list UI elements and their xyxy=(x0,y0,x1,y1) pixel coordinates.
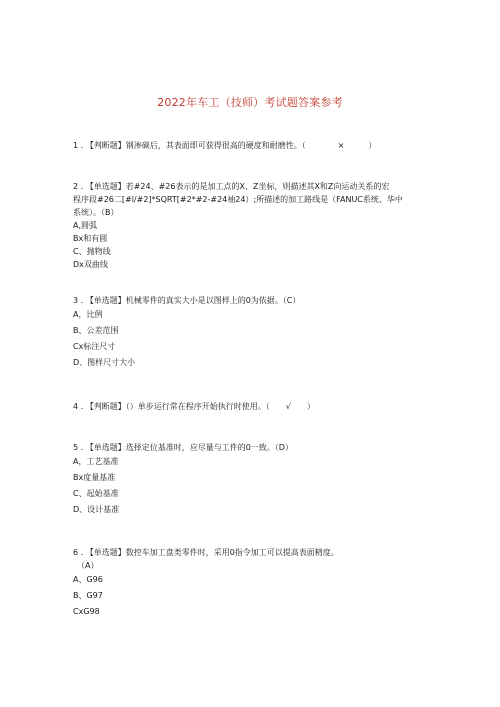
page-title: 2022年车工（技师）考试题答案参考 xyxy=(157,96,343,109)
question-6 xyxy=(73,546,433,620)
question-text: 3 . 【单选题】机械零件的真实大小是以图样上的0为依据。（C） xyxy=(73,296,301,305)
option: D、图样尺寸大小 xyxy=(73,358,136,367)
option: C、起始基准 xyxy=(73,489,119,498)
option: A，比例 xyxy=(73,310,103,319)
option: Bx度量基准 xyxy=(73,473,116,482)
option: Bx和有圆 xyxy=(73,234,108,243)
question-2 xyxy=(73,180,433,271)
question-text: 1 . 【判断题】钢渗碳后，其表面即可获得很高的硬度和耐磨性。（ × ） xyxy=(73,141,377,150)
option: A、G96 xyxy=(73,575,103,584)
option: A，工艺基准 xyxy=(73,457,119,466)
question-text: 6 . 【单选题】数控车加工盘类零件时，采用0指令加工可以提高表面精度。 xyxy=(73,548,339,557)
question-answer: （A） xyxy=(77,561,99,570)
question-text: 5 . 【单选题】选择定位基准时，应尽量与工件的0一致。（D） xyxy=(73,443,293,452)
option: B、公差范围 xyxy=(73,326,119,335)
option: D、设计基准 xyxy=(73,505,120,514)
question-text: 系统）。（B） xyxy=(73,208,119,217)
option: A,圆弧 xyxy=(73,221,98,230)
question-4 xyxy=(73,400,433,413)
option: C、抛物线 xyxy=(73,247,111,256)
option: Cx标注尺寸 xyxy=(73,342,116,351)
option: B、G97 xyxy=(73,591,103,600)
question-text: 4 . 【判断题】（）单步运行常在程序开始执行时使用。（ √ ） xyxy=(73,402,315,411)
question-text: 程序段#26二[#l/#2]*SQRT[#2*#2-#24袖24）;所描述的加工路线是（FANUC系统、华中 xyxy=(73,195,403,204)
option: Dx双曲线 xyxy=(73,260,108,269)
question-5 xyxy=(73,441,433,518)
option: CxG98 xyxy=(73,607,100,616)
question-3 xyxy=(73,294,433,371)
question-1 xyxy=(73,139,433,152)
question-text: 2 . 【单选题】若#24、#26表示的是加工点的X、Z坐标，则描述其X和Z向运动关系的宏 xyxy=(73,182,390,191)
